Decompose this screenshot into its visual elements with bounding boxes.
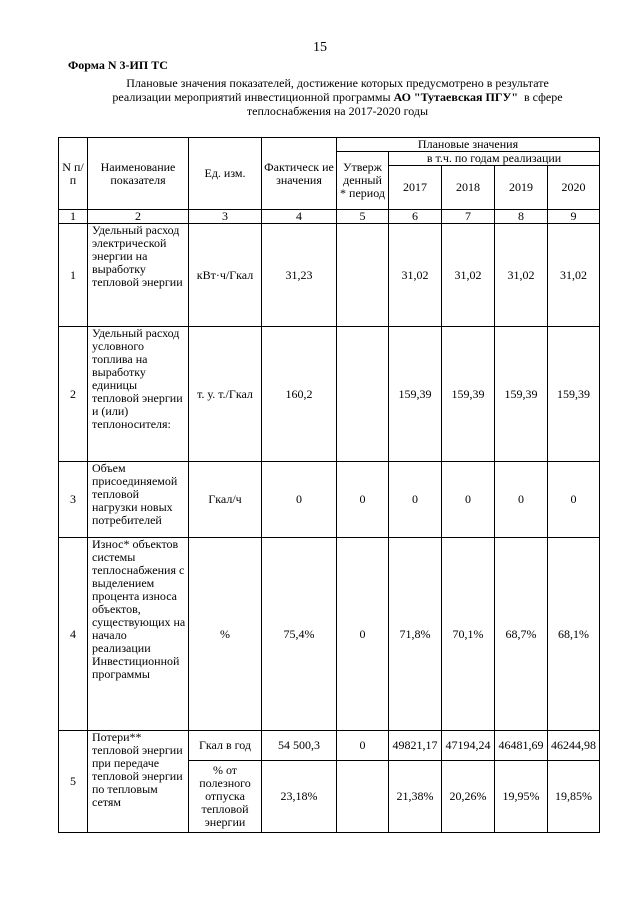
heading-company-name: АО "Тутаевская ПГУ" [393,90,518,104]
col-number: 2 [88,210,189,224]
row-year-value: 19,85% [548,761,600,833]
col-number: 3 [189,210,262,224]
row-approved: 0 [337,731,389,761]
col-number: 8 [495,210,548,224]
row-name: Удельный расход электрической энергии на выработку тепловой энергии [88,224,189,327]
row-unit: Гкал в год [189,731,262,761]
row-year-value: 0 [548,462,600,538]
col-number: 7 [442,210,495,224]
row-approved [337,224,389,327]
row-approved [337,761,389,833]
row-year-value: 20,26% [442,761,495,833]
row-unit: кВт·ч/Гкал [189,224,262,327]
row-fact: 160,2 [262,327,337,462]
row-num: 4 [59,538,88,731]
row-year-value: 159,39 [442,327,495,462]
header-plan: Плановые значения [337,138,600,152]
table-row [59,327,600,462]
table-row [59,462,600,538]
table-row [59,224,600,327]
row-year-value: 46244,98 [548,731,600,761]
row-unit: % от полезного отпуска тепловой энергии [189,761,262,833]
row-year-value: 46481,69 [495,731,548,761]
row-unit: Гкал/ч [189,462,262,538]
row-year-value: 0 [495,462,548,538]
row-fact: 0 [262,462,337,538]
row-name: Износ* объектов системы теплоснабжения с выделением процента износа объектов, существующих на начало реализации Инвестиционной программы [88,538,189,731]
row-approved [337,327,389,462]
row-year-value: 159,39 [389,327,442,462]
row-approved: 0 [337,462,389,538]
page-number: 15 [313,40,327,55]
row-year-value: 0 [389,462,442,538]
heading-line-3: теплоснабжения на 2017-2020 годы [246,104,429,118]
row-approved: 0 [337,538,389,731]
row-year-value: 68,7% [495,538,548,731]
row-num: 3 [59,462,88,538]
indicators-table [58,137,600,833]
form-title: Форма N 3-ИП ТС [68,58,168,72]
header-year: 2017 [389,166,442,210]
header-fact: Фактическ ие значения [262,138,337,210]
row-year-value: 0 [442,462,495,538]
row-year-value: 21,38% [389,761,442,833]
heading-line-1: Плановые значения показателей, достижение которых предусмотрено в результате [126,76,549,90]
row-unit: т. у. т./Гкал [189,327,262,462]
row-year-value: 70,1% [442,538,495,731]
header-by-years: в т.ч. по годам реализации [389,152,600,166]
table-row [59,538,600,731]
row-year-value: 31,02 [495,224,548,327]
row-name: Удельный расход условного топлива на выработку единицы тепловой энергии и (или) теплоносителя: [88,327,189,462]
heading-line-2 [60,90,615,104]
row-fact: 75,4% [262,538,337,731]
row-year-value: 31,02 [442,224,495,327]
heading-line-2-post: в сфере [523,90,563,104]
document-heading [60,76,615,118]
col-number: 4 [262,210,337,224]
row-year-value: 31,02 [389,224,442,327]
row-year-value: 31,02 [548,224,600,327]
row-year-value: 49821,17 [389,731,442,761]
row-fact: 23,18% [262,761,337,833]
row-num: 1 [59,224,88,327]
row-year-value: 68,1% [548,538,600,731]
row-name: Объем присоединяемой тепловой нагрузки новых потребителей [88,462,189,538]
row-num: 5 [59,731,88,833]
header-unit: Ед. изм. [189,138,262,210]
row-year-value: 47194,24 [442,731,495,761]
row-year-value: 159,39 [548,327,600,462]
col-number: 9 [548,210,600,224]
header-name: Наименование показателя [88,138,189,210]
row-year-value: 71,8% [389,538,442,731]
row-fact: 31,23 [262,224,337,327]
row-unit: % [189,538,262,731]
row-num: 2 [59,327,88,462]
table-row [59,731,600,761]
header-year: 2019 [495,166,548,210]
row-fact: 54 500,3 [262,731,337,761]
header-num: N п/п [59,138,88,210]
heading-line-2-pre: реализации мероприятий инвестиционной программы [112,90,391,104]
header-year: 2018 [442,166,495,210]
header-year: 2020 [548,166,600,210]
col-number: 1 [59,210,88,224]
col-number: 5 [337,210,389,224]
col-number: 6 [389,210,442,224]
row-year-value: 19,95% [495,761,548,833]
header-approved: Утверж денный * период [337,152,389,210]
row-year-value: 159,39 [495,327,548,462]
row-name: Потери** тепловой энергии при передаче тепловой энергии по тепловым сетям [88,731,189,833]
